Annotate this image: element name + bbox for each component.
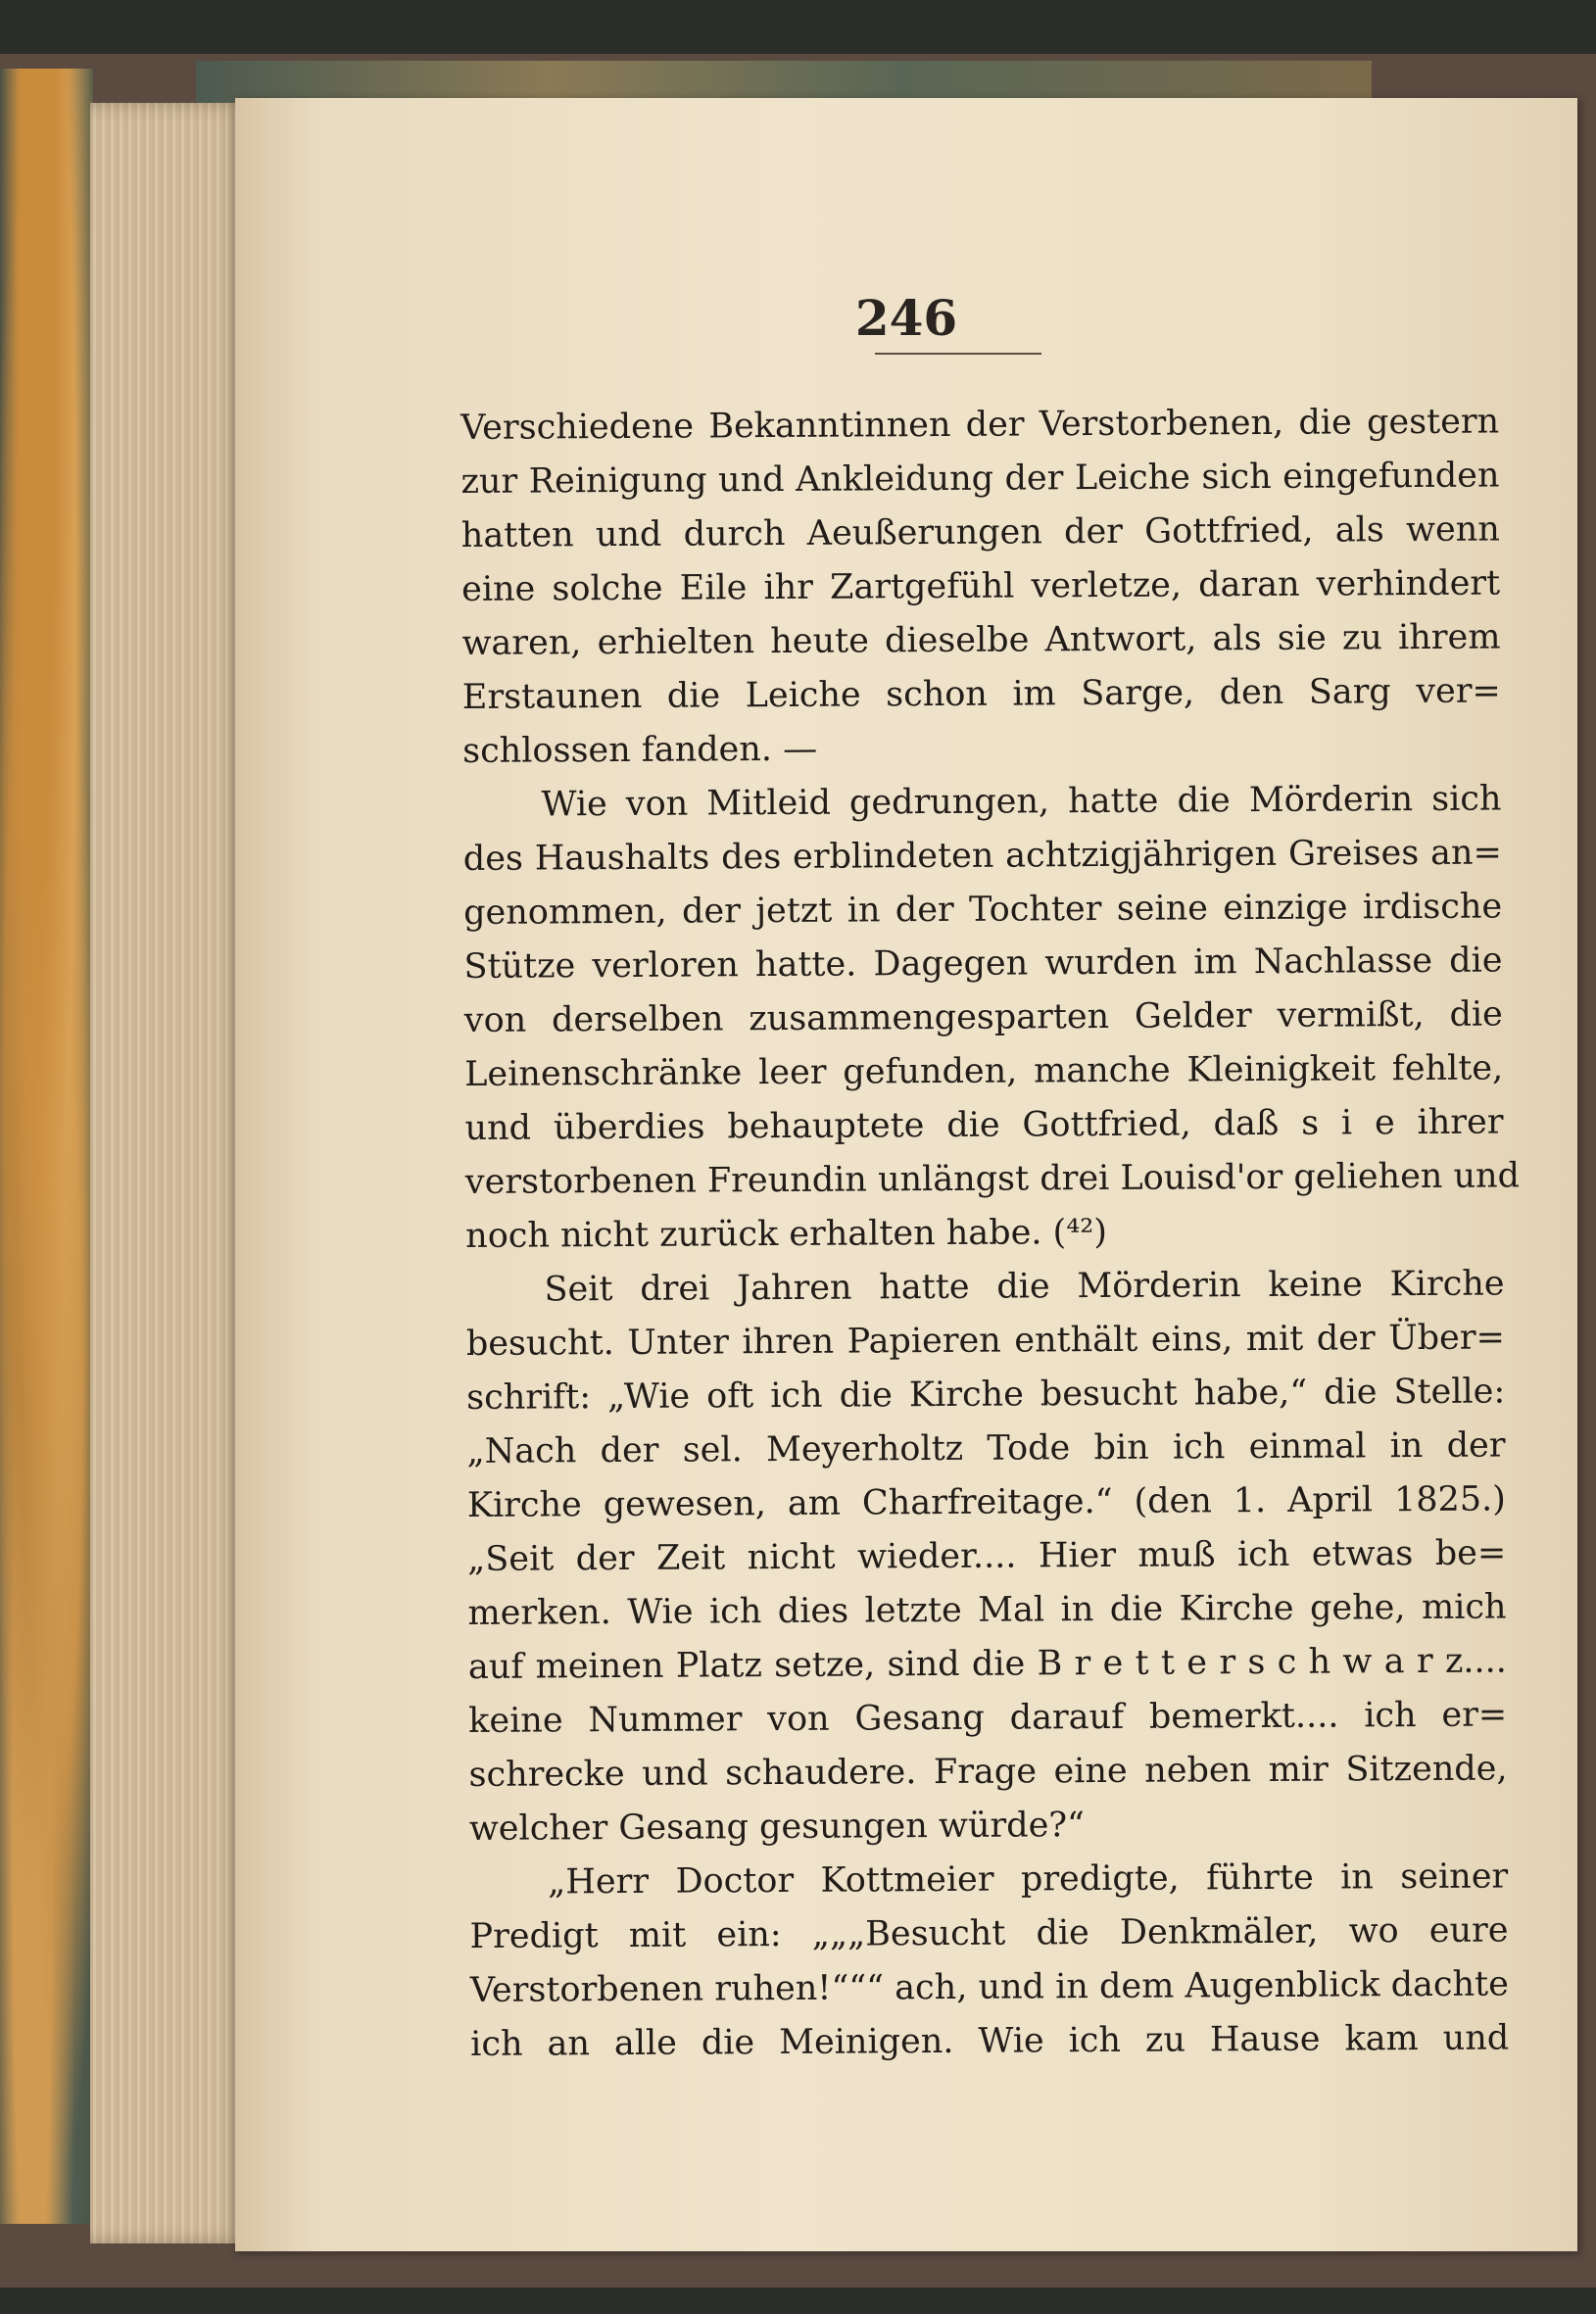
text-line: genommen, der jetzt in der Tochter seine einzige irdische <box>463 887 1503 933</box>
text-line: Seit drei Jahren hatte die Mörderin keine Kirche <box>544 1264 1505 1310</box>
text-line: auf meinen Platz setze, sind die B r e t t e r s c h w a r z.... <box>467 1641 1507 1687</box>
text-line: welcher Gesang gesungen würde?“ <box>468 1806 1086 1849</box>
text-line: hatten und durch Aeußerungen der Gottfried, als wenn <box>460 509 1500 555</box>
text-line: schrift: „Wie oft ich die Kirche besucht habe,“ die Stelle: <box>466 1372 1506 1418</box>
marbled-endpaper-left <box>0 69 93 2224</box>
text-line: Stütze verloren hatte. Dagegen wurden im Nachlasse die <box>463 940 1503 987</box>
text-line: keine Nummer von Gesang darauf bemerkt.... ich er= <box>468 1695 1508 1741</box>
header-rule <box>875 353 1041 355</box>
text-line: und überdies behauptete die Gottfried, daß s i e ihrer <box>464 1102 1504 1148</box>
text-line: „Nach der sel. Meyerholtz Tode bin ich einmal in der <box>466 1425 1506 1471</box>
text-line: Wie von Mitleid gedrungen, hatte die Mörderin sich <box>541 779 1502 825</box>
text-line: Kirche gewesen, am Charfreitage.“ (den 1. April 1825.) <box>466 1479 1506 1525</box>
text-line: „Herr Doctor Kottmeier predigte, führte in seiner <box>548 1856 1509 1903</box>
text-line: von derselben zusammengesparten Gelder vermißt, die <box>463 994 1503 1040</box>
page-number: 246 <box>854 289 958 347</box>
text-line: verstorbenen Freundin unlängst drei Louisd'or geliehen und <box>464 1156 1521 1202</box>
text-line: „Seit der Zeit nicht wieder.... Hier muß ich etwas be= <box>467 1533 1507 1579</box>
text-line: des Haushalts des erblindeten achtzigjährigen Greises an= <box>462 833 1502 879</box>
text-line: schrecke und schaudere. Frage eine neben mir Sitzende, <box>468 1749 1508 1795</box>
page-stack-edge <box>90 103 247 2243</box>
text-line: zur Reinigung und Ankleidung der Leiche sich eingefunden <box>460 456 1500 502</box>
text-line: eine solche Eile ihr Zartgefühl verletze, daran verhindert <box>461 563 1501 609</box>
text-line: Verstorbenen ruhen!“““ ach, und in dem Augenblick dachte <box>469 1964 1510 2010</box>
text-line: ich an alle die Meinigen. Wie ich zu Hause kam und <box>470 2018 1510 2064</box>
text-line: besucht. Unter ihren Papieren enthält eins, mit der Über= <box>465 1318 1505 1364</box>
text-line: schlossen fanden. — <box>462 729 818 771</box>
text-line: Verschiedene Bekanntinnen der Verstorbenen, die gestern <box>460 402 1500 448</box>
text-line: Predigt mit ein: „„„Besucht die Denkmäler, wo eure <box>469 1910 1509 1956</box>
text-line: Leinenschränke leer gefunden, manche Kleinigkeit fehlte, <box>464 1048 1504 1094</box>
text-line: Erstaunen die Leiche schon im Sarge, den Sarg ver= <box>461 671 1501 717</box>
text-line: noch nicht zurück erhalten habe. (⁴²) <box>465 1212 1108 1256</box>
text-line: merken. Wie ich dies letzte Mal in die Kirche gehe, mich <box>467 1587 1507 1633</box>
body-text <box>460 396 1521 2072</box>
text-line: waren, erhielten heute dieselbe Antwort, als sie zu ihrem <box>461 617 1501 663</box>
